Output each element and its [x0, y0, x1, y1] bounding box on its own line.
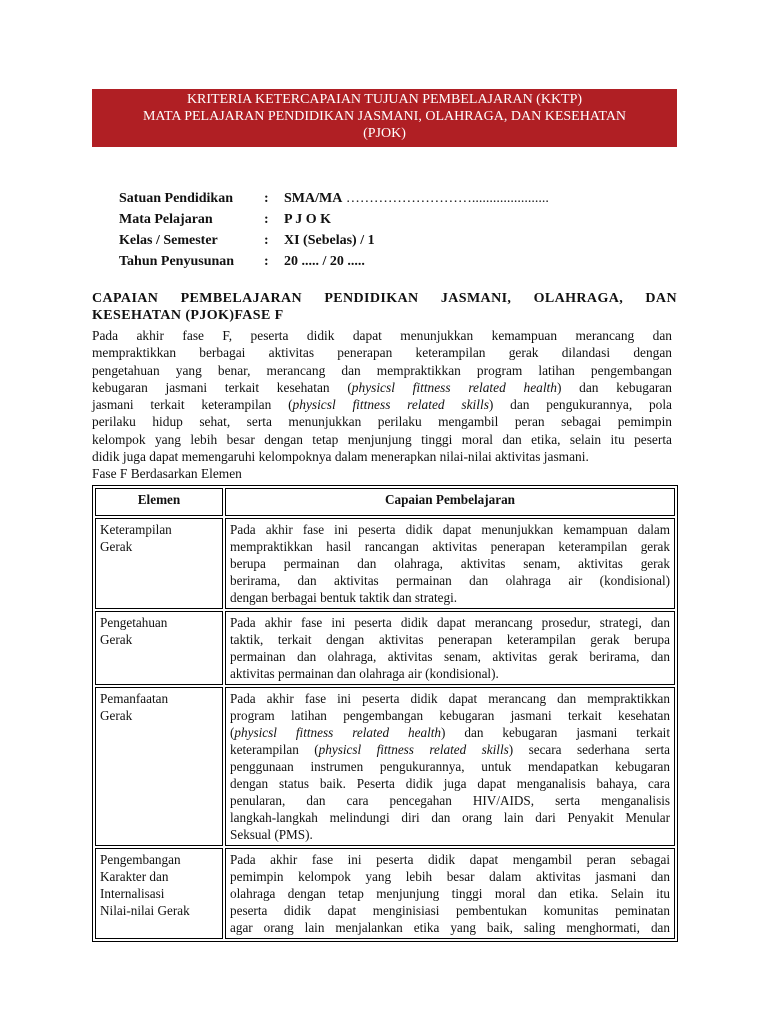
header-capaian: Capaian Pembelajaran	[225, 488, 675, 516]
capaian-line: penularan, dan cara pencegahan HIV/AIDS, serta menganalisis	[230, 793, 670, 808]
info-row-mapel	[119, 209, 549, 230]
paragraph-line: kelompok yang lebih besar dengan tetap menjunjung tinggi moral dan etika, selain itu peserta	[92, 431, 672, 447]
paragraph-line: kebugaran jasmani terkait kesehatan (physicsl fittness related health) dan kebugaran	[92, 379, 673, 395]
capaian-line: agar orang lain menjalankan etika yang baik, saling menghormati, dan	[230, 920, 670, 935]
info-label: Tahun Penyusunan	[119, 254, 235, 269]
paragraph-line: perilaku hidup sehat, serta menunjukkan perilaku mengambil peran sebagai pemimpin	[92, 414, 672, 430]
capaian-line: Seksual (PMS).	[230, 827, 313, 842]
capaian-line: aktivitas permainan dan olahraga air (kondisional).	[230, 666, 499, 681]
elemen-cell	[95, 611, 223, 685]
capaian-heading	[92, 290, 677, 324]
info-value: SMA/MA	[284, 191, 343, 206]
elemen-cell	[95, 687, 223, 846]
capaian-line: penggunaan instrumen pengukurannya, untuk mendapatkan kebugaran	[230, 759, 670, 774]
heading-word: DAN	[645, 291, 677, 306]
capaian-line: Pada akhir fase ini peserta didik dapat merancang prosedur, strategi, dan	[230, 615, 670, 630]
table-row	[95, 848, 675, 939]
capaian-cell	[225, 611, 675, 685]
elemen-table	[92, 485, 678, 942]
info-value: 20 ..... / 20 .....	[284, 254, 365, 269]
heading-word: JASMANI,	[440, 291, 512, 306]
capaian-line: langkah-langkah melindungi diri dan orang lain dari Penyakit Menular	[230, 810, 670, 825]
capaian-line: berirama, dan aktivitas permainan dan olahraga air (kondisional)	[230, 573, 670, 588]
paragraph-line: mempraktikkan berbagai aktivitas penerapan keterampilan gerak dilandasi dengan	[92, 345, 672, 361]
title-line-1: KRITERIA KETERCAPAIAN TUJUAN PEMBELAJARAN (KKTP)	[186, 92, 583, 107]
header-elemen: Elemen	[95, 488, 223, 516]
fase-f-label: Fase F Berdasarkan Elemen	[92, 466, 242, 481]
capaian-cell	[225, 518, 675, 609]
info-dots: ………………………......................	[342, 191, 549, 206]
capaian-line: program latihan pengembangan kebugaran jasmani terkait kesehatan	[230, 708, 670, 723]
info-separator: :	[264, 233, 269, 248]
table-row	[95, 687, 675, 846]
capaian-line: mempraktikkan hasil rancangan aktivitas penerapan keterampilan gerak	[230, 539, 670, 554]
capaian-line: (physicsl fittness related health) dan kebugaran jasmani terkait	[230, 725, 670, 740]
info-value: XI (Sebelas) / 1	[284, 233, 375, 248]
capaian-line: pemimpin kelompok yang lebih besar dalam aktivitas jasmani dan	[230, 869, 670, 884]
capaian-line: taktik, terkait dengan aktivitas penerapan keterampilan gerak berupa	[230, 632, 670, 647]
elemen-line: Gerak	[100, 539, 133, 554]
info-separator: :	[264, 254, 269, 269]
heading-word: OLAHRAGA,	[533, 291, 624, 306]
elemen-line: Gerak	[100, 708, 133, 723]
elemen-line: Karakter dan	[100, 869, 169, 884]
table-row	[95, 518, 675, 609]
paragraph-line: pengetahuan yang benar, merancang dan mempraktikkan program latihan pengembangan	[92, 362, 672, 378]
capaian-paragraph	[92, 327, 672, 465]
elemen-cell	[95, 848, 223, 939]
heading-word: PEMBELAJARAN	[180, 291, 303, 306]
elemen-line: Pemanfaatan	[100, 691, 169, 706]
capaian-line: Pada akhir fase ini peserta didik dapat merancang dan mempraktikkan	[230, 691, 670, 706]
elemen-line: Gerak	[100, 632, 133, 647]
capaian-cell	[225, 687, 675, 846]
paragraph-line: didik juga dapat memengaruhi kelompoknya dalam menerapkan nilai-nilai aktivitas jasmani.	[92, 449, 589, 465]
elemen-cell	[95, 518, 223, 609]
capaian-line: Pada akhir fase ini peserta didik dapat mengambil peran sebagai	[230, 852, 670, 867]
info-label: Satuan Pendidikan	[119, 191, 233, 206]
paragraph-line: Pada akhir fase F, peserta didik dapat menunjukkan kemampuan merancang dan	[92, 328, 672, 343]
capaian-line: keterampilan (physicsl fittness related skills) secara sederhana serta	[230, 742, 670, 757]
capaian-line: Pada akhir fase ini peserta didik dapat menunjukkan kemampuan dalam	[230, 522, 670, 537]
table-header-row	[95, 488, 675, 516]
elemen-line: Keterampilan	[100, 522, 172, 537]
title-line-3: (PJOK)	[363, 126, 406, 141]
info-row-tahun	[119, 251, 549, 272]
heading-word: CAPAIAN	[92, 291, 159, 306]
elemen-line: Pengetahuan	[100, 615, 168, 630]
info-row-kelas	[119, 230, 549, 251]
capaian-line: peserta didik dapat menginisiasi pembentukan komunitas peminatan	[230, 903, 670, 918]
capaian-heading-line-1	[92, 290, 677, 307]
identity-info	[119, 188, 549, 272]
info-label: Mata Pelajaran	[119, 212, 213, 227]
info-separator: :	[264, 191, 269, 206]
capaian-line: berupa permainan dan olahraga, aktivitas senam, aktivitas gerak	[230, 556, 670, 571]
elemen-line: Internalisasi	[100, 886, 165, 901]
capaian-line: dengan berbagai bentuk taktik dan strategi.	[230, 590, 458, 605]
info-label: Kelas / Semester	[119, 233, 218, 248]
title-banner	[92, 89, 677, 147]
elemen-line: Pengembangan	[100, 852, 181, 867]
capaian-line: olahraga dengan tetap menjunjung tinggi moral dan etika. Selain itu	[230, 886, 670, 901]
table-row	[95, 611, 675, 685]
capaian-line: dengan status baik. Peserta didik juga dapat menganalisis bahaya, cara	[230, 776, 670, 791]
paragraph-line: jasmani terkait keterampilan (physicsl fittness related skills) dan pengukurannya, pola	[92, 397, 672, 413]
capaian-cell	[225, 848, 675, 939]
heading-word: PENDIDIKAN	[324, 291, 419, 306]
capaian-heading-line-2: KESEHATAN (PJOK)FASE F	[92, 308, 284, 323]
elemen-line: Nilai-nilai Gerak	[100, 903, 190, 918]
title-line-2: MATA PELAJARAN PENDIDIKAN JASMANI, OLAHRAGA, DAN KESEHATAN	[142, 109, 627, 124]
info-separator: :	[264, 212, 269, 227]
capaian-line: permainan dan olahraga, aktivitas senam, aktivitas gerak berirama, dan	[230, 649, 670, 664]
info-row-satuan	[119, 188, 549, 209]
info-value: P J O K	[284, 212, 332, 227]
